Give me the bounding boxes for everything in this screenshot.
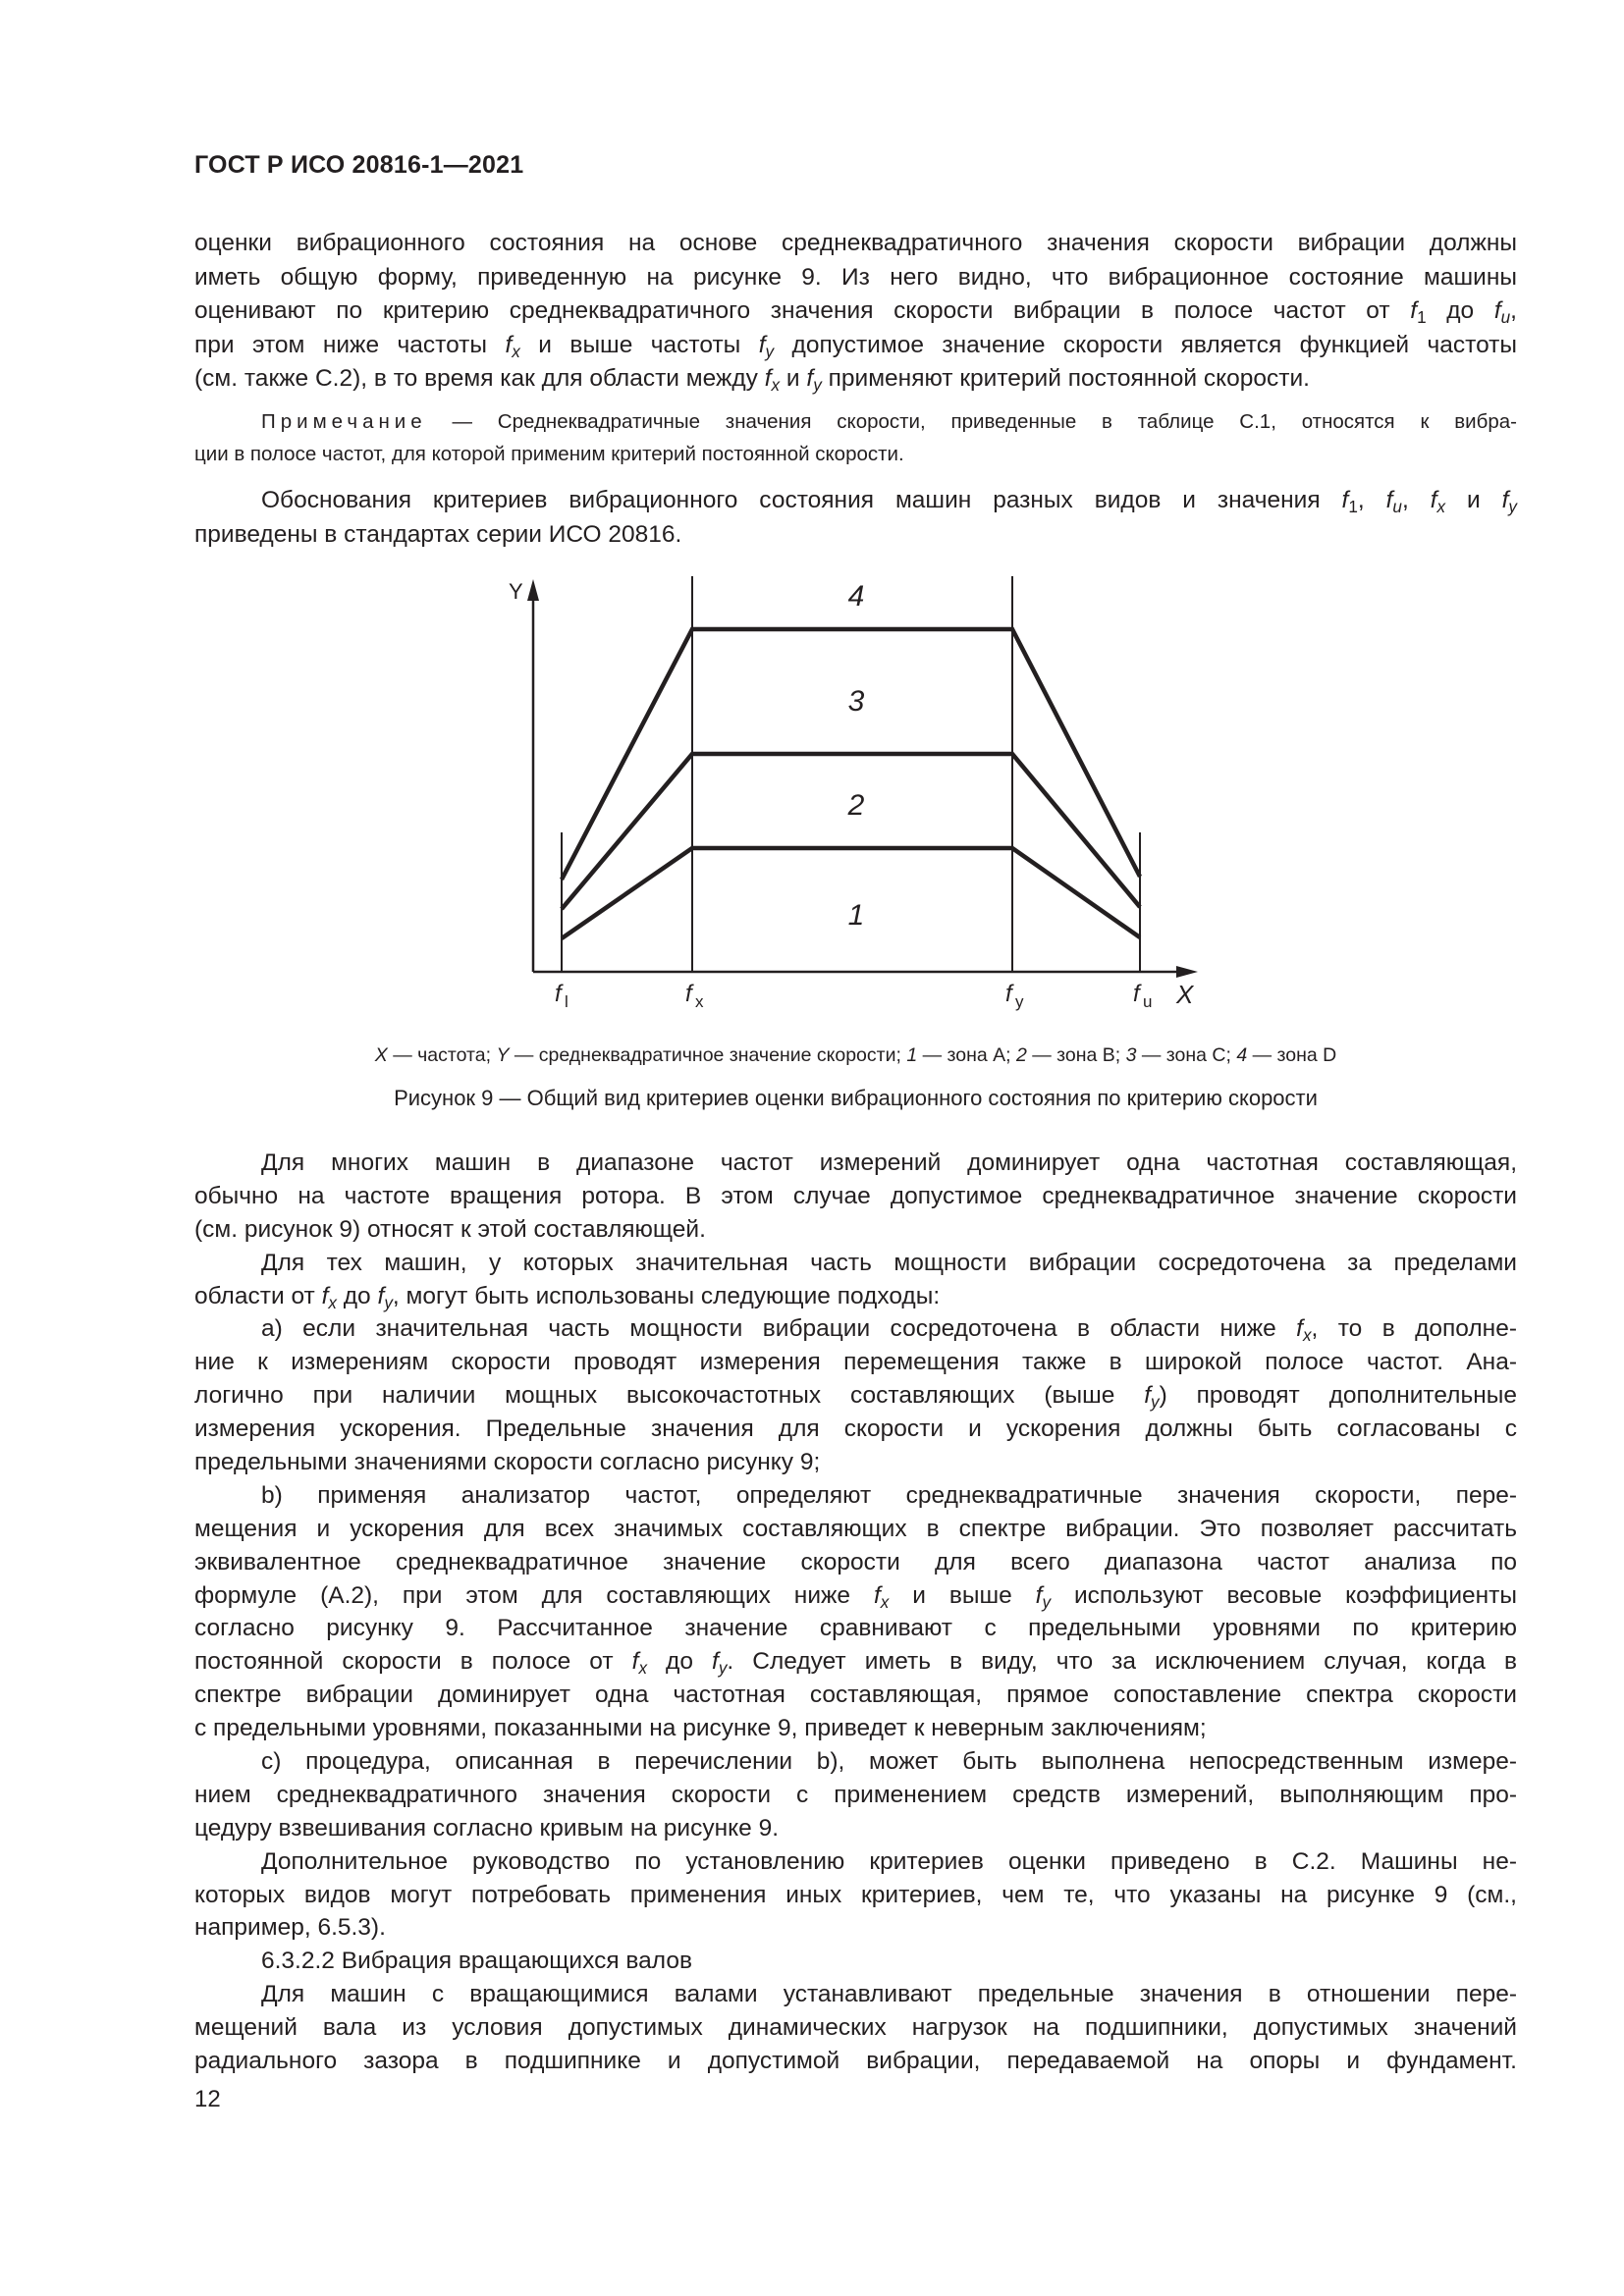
frequency-symbol: $f_u$ — [1385, 487, 1402, 517]
svg-text:f: f — [1133, 981, 1140, 1007]
frequency-symbol: $f_x$ — [1296, 1315, 1312, 1346]
text-line: Обоснования критериев вибрационного состояния машин разных видов и значения $f_1$, $f_u$, $f_x$ и $f_y$ — [261, 487, 1517, 517]
paragraph-justification — [194, 484, 1517, 552]
text-line: c) процедура, описанная в перечислении b), может быть выполнена непосредственным измере- — [261, 1748, 1517, 1776]
frequency-symbol: $f_x$ — [764, 365, 781, 396]
zone-label-3: 3 — [847, 685, 865, 718]
frequency-symbol: $f_y$ — [1144, 1382, 1160, 1413]
text-line: предельными значениями скорости согласно рисунку 9; — [194, 1449, 821, 1476]
text-line: которых видов могут потребовать применения иных критериев, чем те, что указаны на рисунке 9 (см., — [194, 1881, 1517, 1908]
frequency-symbol: $f_y$ — [1501, 487, 1517, 517]
tick-f-x — [685, 981, 704, 1011]
text-line: области от $f_x$ до $f_y$, могут быть использованы следующие подходы: — [194, 1282, 941, 1312]
text-line: Для многих машин в диапазоне частот измерений доминирует одна частотная составляющая, — [261, 1149, 1517, 1176]
frequency-symbol: $f_1$ — [1341, 487, 1358, 517]
note-label: Примечание — [261, 410, 427, 433]
tick-f-l — [555, 981, 568, 1011]
svg-text:x: x — [695, 992, 704, 1011]
svg-text:f: f — [685, 981, 692, 1007]
legend-item: 4 — зона D — [1236, 1044, 1337, 1066]
text-line: формуле (А.2), при этом для составляющих ниже $f_x$ и выше $f_y$ используют весовые коэффициенты — [194, 1581, 1517, 1612]
text-line: измерения ускорения. Предельные значения для скорости и ускорения должны быть согласованы с — [194, 1415, 1517, 1443]
svg-text:u: u — [1143, 992, 1153, 1011]
svg-text:l: l — [565, 992, 568, 1011]
frequency-symbol: $f_y$ — [712, 1648, 728, 1679]
text-line: логично при наличии мощных высокочастотных составляющих (выше $f_y$) проводят дополнительные — [194, 1382, 1517, 1413]
frequency-symbol: $f_y$ — [377, 1282, 393, 1312]
frequency-symbol: $f_y$ — [758, 331, 775, 361]
text-line: обычно на частоте вращения ротора. В этом случае допустимое среднеквадратичное значение скорости — [194, 1182, 1517, 1209]
text-line: мещений вала из условия допустимых динамических нагрузок на подшипники, допустимых значений — [194, 2014, 1517, 2042]
figure-9-diagram — [471, 560, 1218, 1021]
text-line: 6.3.2.2 Вибрация вращающихся валов — [261, 1948, 692, 1975]
frequency-symbol: $f_u$ — [1493, 297, 1511, 328]
text-line: например, 6.5.3). — [194, 1914, 386, 1942]
text-line: цедуру взвешивания согласно кривым на рисунке 9. — [194, 1814, 780, 1842]
legend-item: X — частота; — [374, 1044, 497, 1066]
zone-label-2: 2 — [847, 789, 865, 822]
figure-caption: Рисунок 9 — Общий вид критериев оценки вибрационного состояния по критерию скорости — [394, 1086, 1318, 1110]
text-line: иметь общую форму, приведенную на рисунке 9. Из него видно, что вибрационное состояние машины — [194, 263, 1517, 291]
x-axis-label: X — [1176, 980, 1194, 1009]
paragraph-intro — [194, 227, 1517, 397]
text-line: Примечание — Среднеквадратичные значения скорости, приведенные в таблице С.1, относятся к вибра- — [261, 410, 1517, 433]
text-line: постоянной скорости в полосе от $f_x$ до $f_y$. Следует иметь в виду, что за исключением случая, когда в — [194, 1648, 1517, 1679]
frequency-symbol: $f_y$ — [1035, 1581, 1052, 1612]
tick-f-u — [1133, 981, 1152, 1011]
frequency-symbol: $f_x$ — [631, 1648, 648, 1679]
text-line: согласно рисунку 9. Рассчитанное значение сравнивают с предельными уровнями по критерию — [194, 1615, 1517, 1642]
frequency-symbol: $f_x$ — [321, 1282, 337, 1312]
frequency-symbol: $f_y$ — [806, 365, 822, 396]
frequency-symbol: $f_x$ — [1430, 487, 1446, 517]
note — [194, 405, 1517, 470]
text-line: нием среднеквадратичного значения скорости с применением средств измерений, выполняющим про- — [194, 1781, 1517, 1808]
text-line: (см. рисунок 9) относят к этой составляющей. — [194, 1215, 706, 1243]
svg-text:f: f — [1005, 981, 1012, 1007]
text-line: ции в полосе частот, для которой применим критерий постоянной скорости. — [194, 443, 904, 465]
text-line: Для машин с вращающимися валами устанавливают предельные значения в отношении пере- — [261, 1981, 1517, 2008]
frequency-symbol: $f_x$ — [505, 331, 520, 361]
y-axis-label: Y — [509, 579, 523, 604]
text-line: оценивают по критерию среднеквадратичного значения скорости вибрации в полосе частот от $f_1$ до $f_u$, — [194, 297, 1517, 328]
body-text — [194, 1147, 1517, 2078]
y-axis-arrow — [527, 579, 539, 601]
text-line: с предельными уровнями, показанными на рисунке 9, приведет к неверным заключениям; — [194, 1715, 1207, 1742]
text-line: эквивалентное среднеквадратичное значение скорости для всего диапазона частот анализа по — [194, 1548, 1517, 1575]
legend-item: 2 — зона B; — [1015, 1044, 1126, 1066]
text-line: a) если значительная часть мощности вибрации сосредоточена в области ниже $f_x$, то в дополне- — [261, 1315, 1518, 1346]
x-axis-arrow — [1176, 966, 1198, 978]
legend-item: 1 — зона A; — [906, 1044, 1016, 1066]
page-number: 12 — [194, 2086, 221, 2112]
text-line: ние к измерениям скорости проводят измерения перемещения также в широкой полосе частот. Ана- — [194, 1349, 1517, 1376]
frequency-symbol: $f_1$ — [1410, 297, 1427, 328]
legend-item: 3 — зона C; — [1125, 1044, 1237, 1066]
text-line: Дополнительное руководство по установлению критериев оценки приведено в С.2. Машины не- — [261, 1847, 1517, 1875]
text-line: приведены в стандартах серии ИСО 20816. — [194, 520, 682, 548]
boundary-b-c — [562, 754, 1140, 909]
text-line: спектре вибрации доминирует одна частотная составляющая, прямое сопоставление спектра скорости — [194, 1682, 1517, 1709]
text-line: b) применяя анализатор частот, определяют среднеквадратичные значения скорости, пере- — [261, 1481, 1517, 1509]
text-line: Для тех машин, у которых значительная часть мощности вибрации сосредоточена за пределами — [261, 1249, 1517, 1276]
text-line: радиального зазора в подшипнике и допустимой вибрации, передаваемой на опоры и фундамент. — [194, 2048, 1517, 2075]
text-line: мещения и ускорения для всех значимых составляющих в спектре вибрации. Это позволяет рассчитать — [194, 1515, 1517, 1542]
tick-f-y — [1005, 981, 1024, 1011]
document-header: ГОСТ Р ИСО 20816-1—2021 — [194, 151, 524, 179]
legend-item: Y — среднеквадратичное значение скорости; — [496, 1044, 907, 1066]
text-line: оценки вибрационного состояния на основе среднеквадратичного значения скорости вибрации должны — [194, 230, 1517, 256]
zone-label-1: 1 — [847, 899, 865, 932]
text-line: при этом ниже частоты $f_x$ и выше частоты $f_y$ допустимое значение скорости является функцией частоты — [194, 331, 1518, 361]
svg-text:f: f — [555, 981, 562, 1007]
frequency-symbol: $f_x$ — [873, 1581, 890, 1612]
zone-label-4: 4 — [847, 580, 865, 613]
figure-legend — [194, 1044, 1517, 1067]
text-line: (см. также С.2), в то время как для области между $f_x$ и $f_y$ применяют критерий постоянной скорости. — [194, 365, 1310, 396]
svg-text:y: y — [1015, 992, 1024, 1011]
